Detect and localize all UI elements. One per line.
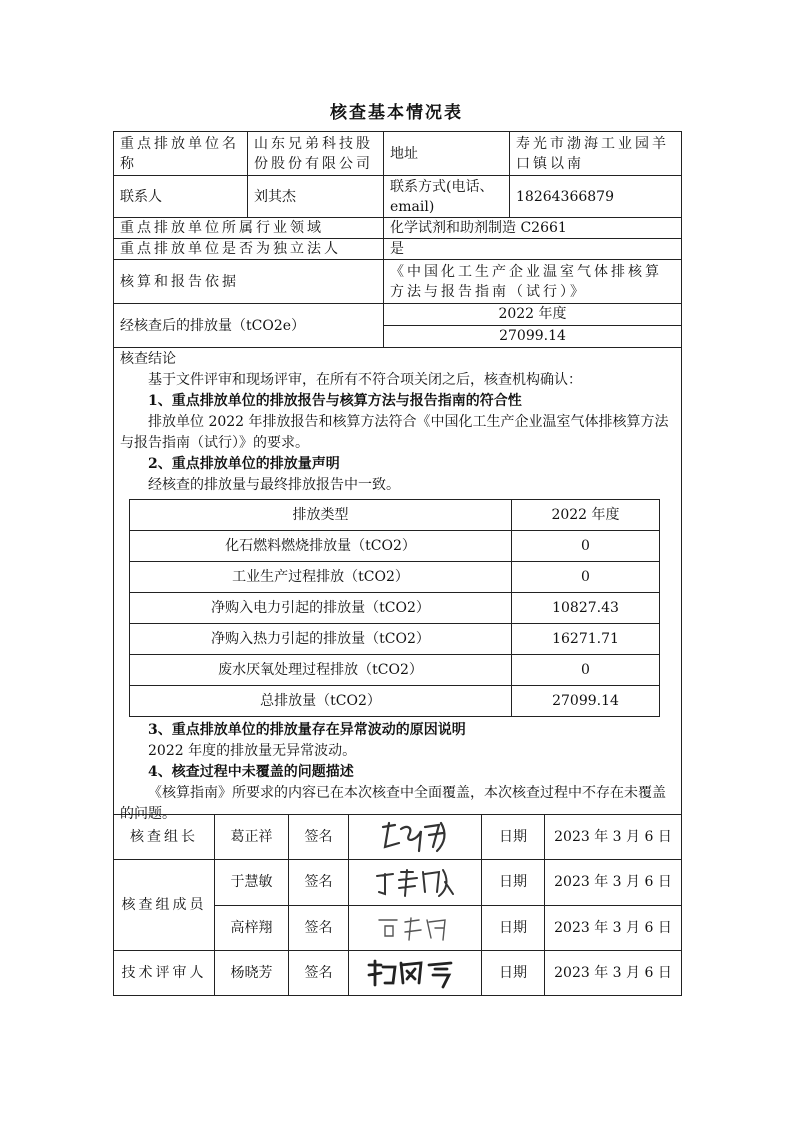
- phone-label: 联系方式(电话、email): [384, 176, 510, 217]
- member-2-date: 2023 年 3 月 6 日: [554, 919, 672, 936]
- table-row: [130, 531, 660, 562]
- emission-label: 经核查后的排放量（tCO2e）: [114, 304, 384, 347]
- handwritten-signature-icon: [355, 908, 475, 948]
- reviewer-name: 杨晓芳: [215, 951, 289, 995]
- legal-row: [114, 239, 681, 260]
- verification-form: [113, 131, 682, 996]
- reviewer-signature: [349, 951, 482, 995]
- member-2-row: [215, 906, 681, 951]
- row-value: 0: [512, 655, 660, 686]
- basis-row: [114, 260, 681, 304]
- reviewer-date: 2023 年 3 月 6 日: [554, 965, 672, 981]
- handwritten-signature-icon: [355, 953, 475, 993]
- unit-label: 重点排放单位名称: [114, 132, 248, 175]
- reviewer-role: 技术评审人: [114, 951, 215, 995]
- contact-label: 联系人: [114, 176, 248, 217]
- row-value: 16271.71: [512, 624, 660, 655]
- table-row: [130, 624, 660, 655]
- section-4-text: 《核算指南》所要求的内容已在本次核查中全面覆盖，本次核查过程中不存在未覆盖的问题。: [120, 785, 666, 822]
- member-1-signature: [349, 860, 482, 905]
- emission-values: [384, 304, 681, 347]
- reviewer-row: [114, 951, 681, 995]
- leader-row: [114, 815, 681, 860]
- unit-value: 山东兄弟科技股份股份有限公司: [248, 132, 384, 175]
- row-type: 工业生产过程排放（tCO2）: [130, 562, 512, 593]
- sign-label: 签名: [289, 815, 349, 859]
- member-2-signature: [349, 906, 482, 951]
- conclusion-intro: 基于文件评审和现场评审，在所有不符合项关闭之后，核查机构确认：: [148, 372, 582, 388]
- conclusion-row: [114, 348, 681, 822]
- table-header-type: 排放类型: [130, 500, 512, 531]
- basis-label: 核算和报告依据: [114, 260, 384, 303]
- row-value: 0: [512, 562, 660, 593]
- table-header-row: [130, 500, 660, 531]
- contact-value: 刘其杰: [248, 176, 384, 217]
- table-row: [130, 686, 660, 717]
- conclusion-section: [114, 348, 681, 822]
- table-header-year: 2022 年度: [512, 500, 660, 531]
- row-type: 化石燃料燃烧排放量（tCO2）: [130, 531, 512, 562]
- row-type: 废水厌氧处理过程排放（tCO2）: [130, 655, 512, 686]
- section-3-text: 2022 年度的排放量无异常波动。: [148, 743, 357, 759]
- date-label: 日期: [482, 906, 545, 951]
- emission-row: [114, 304, 681, 348]
- handwritten-signature-icon: [355, 817, 475, 857]
- emission-value: 27099.14: [499, 328, 566, 345]
- contact-row: [114, 176, 681, 218]
- legal-value: 是: [390, 241, 404, 257]
- section-2-text: 经核查的排放量与最终排放报告中一致。: [148, 477, 400, 493]
- section-2-title: 2、重点排放单位的排放量声明: [148, 456, 340, 472]
- row-value: 27099.14: [512, 686, 660, 717]
- emission-year: 2022 年度: [384, 304, 681, 326]
- basis-value: 《中国化工生产企业温室气体排核算方法与报告指南（试行）》: [390, 263, 662, 300]
- member-1-name: 于慧敏: [215, 860, 289, 905]
- member-role: 核查组成员: [114, 860, 215, 950]
- member-1-row: [215, 860, 681, 906]
- leader-role: 核查组长: [114, 815, 215, 859]
- date-label: 日期: [482, 951, 545, 995]
- industry-label: 重点排放单位所属行业领域: [114, 218, 384, 238]
- industry-value: 化学试剂和助剂制造 C2661: [390, 220, 567, 236]
- sign-label: 签名: [289, 860, 349, 905]
- member-2-name: 高梓翔: [215, 906, 289, 951]
- members-row: [114, 860, 681, 951]
- industry-row: [114, 218, 681, 239]
- legal-label: 重点排放单位是否为独立法人: [114, 239, 384, 259]
- leader-date: 2023 年 3 月 6 日: [554, 829, 672, 845]
- handwritten-signature-icon: [355, 862, 475, 902]
- section-3-title: 3、重点排放单位的排放量存在异常波动的原因说明: [148, 722, 466, 738]
- section-1-text: 排放单位 2022 年排放报告和核算方法符合《中国化工生产企业温室气体排核算方法与报告指南（试行）》的要求。: [120, 414, 669, 451]
- section-4-title: 4、核查过程中未覆盖的问题描述: [148, 764, 354, 780]
- leader-signature: [349, 815, 482, 859]
- address-value: 寿光市渤海工业园羊口镇以南: [516, 135, 669, 172]
- emission-breakdown-table: [129, 499, 660, 717]
- members-block: [215, 860, 681, 950]
- row-type: 净购入电力引起的排放量（tCO2）: [130, 593, 512, 624]
- sign-label: 签名: [289, 906, 349, 951]
- section-1-title: 1、重点排放单位的排放报告与核算方法与报告指南的符合性: [148, 393, 522, 409]
- conclusion-heading: 核查结论: [120, 351, 176, 367]
- row-type: 总排放量（tCO2）: [130, 686, 512, 717]
- row-value: 10827.43: [512, 593, 660, 624]
- row-value: 0: [512, 531, 660, 562]
- leader-name: 葛正祥: [215, 815, 289, 859]
- unit-row: [114, 132, 681, 176]
- table-row: [130, 562, 660, 593]
- sign-label: 签名: [289, 951, 349, 995]
- date-label: 日期: [482, 860, 545, 905]
- date-label: 日期: [482, 815, 545, 859]
- row-type: 净购入热力引起的排放量（tCO2）: [130, 624, 512, 655]
- table-row: [130, 593, 660, 624]
- table-row: [130, 655, 660, 686]
- page-title: 核查基本情况表: [330, 103, 463, 123]
- member-1-date: 2023 年 3 月 6 日: [554, 874, 672, 891]
- address-label: 地址: [384, 132, 510, 175]
- phone-value: 18264366879: [516, 188, 614, 205]
